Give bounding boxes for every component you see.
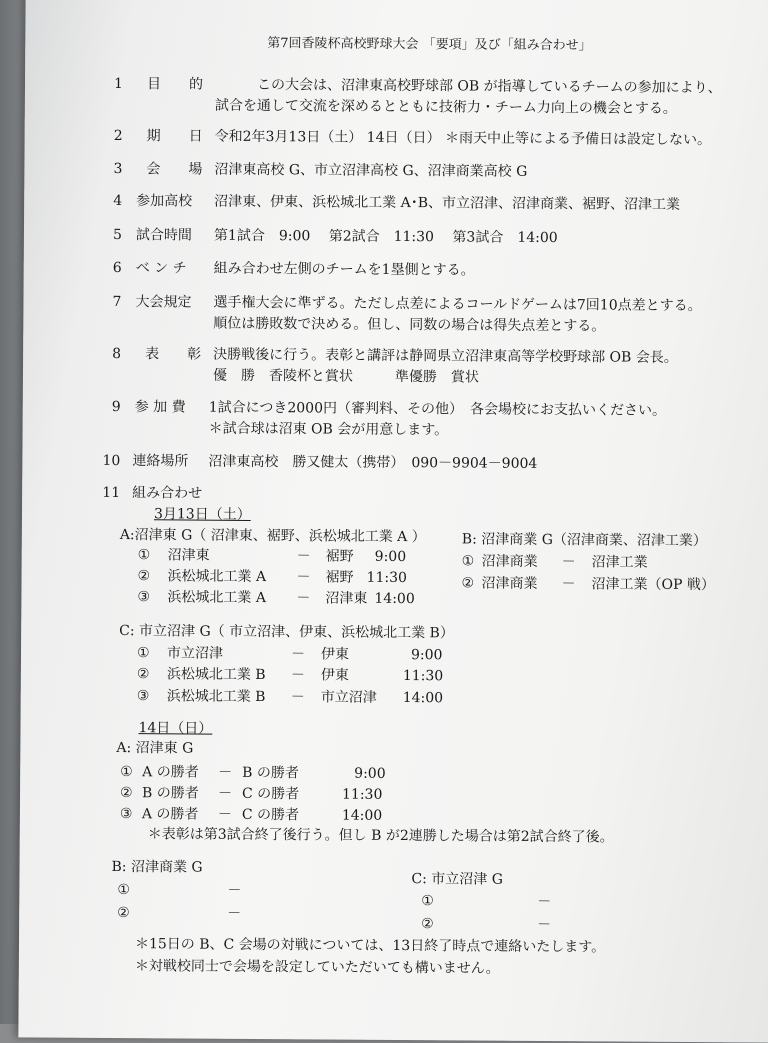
game-time: 11:30 [366,569,407,587]
game-number: ② [119,785,133,802]
game-number: ③ [119,806,133,823]
game-dash: － [217,785,233,802]
section-label: 期 日 [146,128,203,145]
section-number: 5 [112,226,123,244]
game-time: 9:00 [410,647,443,664]
game-home: 沼津商業 [481,575,538,592]
section-text: 令和2年3月13日（土） 14日（日） ＊雨天中止等による予備日は設定しない。 [214,128,712,149]
section-label: 目 的 [146,76,204,93]
game-home: 沼津商業 [481,553,538,570]
game-dash: － [218,764,233,781]
game-away: 伊東 [320,667,349,684]
game-number: ① [421,893,434,910]
game-time: 9:00 [374,548,407,566]
game-home: B の勝者 [141,785,199,802]
section-number: 8 [112,345,122,363]
game-number: ② [136,666,150,683]
game-time: 9:00 [354,765,386,782]
section-text: 順位は勝敗数で決める。但し、同数の場合は得失点差とする。 [213,315,606,335]
game-dash: － [561,554,576,571]
game-home: 浜松城北工業 B [166,688,266,706]
game-dash: － [217,806,232,823]
section-number: 11 [102,484,121,502]
section-text: 沼津東高校 勝又健太（携帯） 090－9904－9004 [208,453,538,472]
game-dash: － [227,905,242,922]
game-home: 沼津東 [167,547,210,564]
game-away: 市立沼津 [320,689,377,706]
section-label: 会 場 [146,161,203,178]
game-number: ② [421,916,434,933]
game-home: 市立沼津 [166,645,224,662]
game-number: ① [461,553,475,570]
section-text: 選手権大会に準ずる。ただし点差によるコールドゲームは7回10点差とする。 [213,294,702,315]
game-away: 沼津工業（OP 戦） [591,576,715,594]
section-label: 連絡場所 [132,453,189,470]
day1-groupC-header: C: 市立沼津 G（ 市立沼津、伊東、浜松城北工業 B） [119,623,454,642]
day2-date: 14日（日） [138,720,213,737]
game-dash: － [227,882,242,899]
game-away: C の勝者 [241,806,300,824]
section-label: 大会規定 [135,294,192,311]
day2-groupB-header: B: 沼津商業 G [111,858,203,876]
game-dash: － [537,893,552,911]
section-label: ベ ン チ [135,260,187,277]
section-number: 6 [112,259,122,277]
game-away: 沼津東 [325,590,368,607]
game-time: 11:30 [341,786,383,803]
day2-groupA-header: A: 沼津東 G [116,740,194,757]
game-home: A の勝者 [141,806,199,823]
day2-footnote: ＊対戦校同士で会場を設定していただいても構いません。 [134,958,500,977]
game-number: ① [120,764,133,781]
game-away: 裾野 [325,569,354,586]
section-number: 3 [113,160,123,178]
section-text: 沼津東高校 G、市立沼津高校 G、沼津商業高校 G [214,161,528,180]
day2-note: ＊表彰は第3試合終了後行う。但し B が2連勝した場合は第2試合終了後。 [147,826,614,846]
game-away: 伊東 [320,646,350,663]
game-dash: － [296,548,311,565]
section-number: 10 [102,452,121,470]
section-number: 1 [114,75,124,93]
section-number: 2 [113,127,123,145]
section-text: ＊試合球は沼東 OB 会が用意します。 [208,420,449,439]
game-number: ① [117,882,130,899]
game-number: ③ [137,589,151,606]
section-number: 4 [113,192,123,210]
game-number: ① [137,547,151,564]
game-dash: － [290,646,306,663]
game-dash: － [290,667,305,684]
game-home: 浜松城北工業 A [167,589,267,607]
section-label: 表 彰 [145,346,202,363]
game-time: 14:00 [341,807,383,824]
game-dash: － [537,916,552,934]
game-home: 浜松城北工業 A [167,568,267,586]
game-away: 裾野 [325,548,354,565]
game-home: A の勝者 [142,764,199,781]
game-away: B の勝者 [242,764,300,782]
section-text: 沼津東、伊東、浜松城北工業 A･B、市立沼津、沼津商業、裾野、沼津工業 [214,193,681,213]
section-text: 優 勝 香陵杯と賞状 準優勝 賞状 [212,367,480,386]
day1-groupB-header: B: 沼津商業 G（沼津商業、沼津工業） [461,531,707,550]
section-text: 1試合につき2000円（審判料、その他） 各会場校にお支払いください。 [208,399,667,419]
game-dash: － [290,689,305,706]
game-number: ① [136,645,150,662]
section-label: 組み合わせ [132,485,203,502]
section-text: 第1試合 9:00 第2試合 11:30 第3試合 14:00 [213,227,558,247]
day2-footnote: ＊15日の B、C 会場の対戦については、13日終了時点で連絡いたします。 [134,936,606,956]
section-text: 試合を通して交流を深めるとともに技術力・チーム力向上の機会とする。 [214,97,677,117]
game-number: ② [137,568,151,585]
day1-date: 3月13日（土） [153,506,251,523]
game-dash: － [296,590,311,607]
game-dash: － [561,576,576,593]
section-text: 決勝戦後に行う。表彰と講評は静岡県立沼津東高等学校野球部 OB 会長。 [213,346,678,366]
day1-groupA-header: A:沼津東 G（ 沼津東、裾野、浜松城北工業 A ） [119,527,426,546]
section-label: 参加高校 [136,193,193,210]
paper-sheet [18,0,768,1043]
game-home: 浜松城北工業 B [166,666,266,684]
game-away: C の勝者 [241,785,300,803]
section-label: 参 加 費 [134,399,186,416]
game-number: ③ [136,688,150,705]
section-number: 7 [112,293,122,311]
game-number: ② [461,575,475,592]
section-text: この大会は、沼津東高校野球部 OB が指導しているチームの参加により、 [256,76,722,97]
document-title: 第7回香陵杯高校野球大会 「要項」及び「組み合わせ」 [267,36,592,54]
day2-groupC-header: C: 市立沼津 G [411,871,504,888]
section-text: 組み合わせ左側のチームを1塁側とする。 [213,260,475,279]
game-time: 14:00 [374,590,415,608]
game-away: 沼津工業 [591,554,648,571]
section-label: 試合時間 [135,227,193,244]
game-time: 11:30 [402,668,444,685]
game-time: 14:00 [402,690,444,707]
game-dash: － [296,569,311,586]
game-number: ② [117,905,130,922]
section-number: 9 [111,398,121,416]
